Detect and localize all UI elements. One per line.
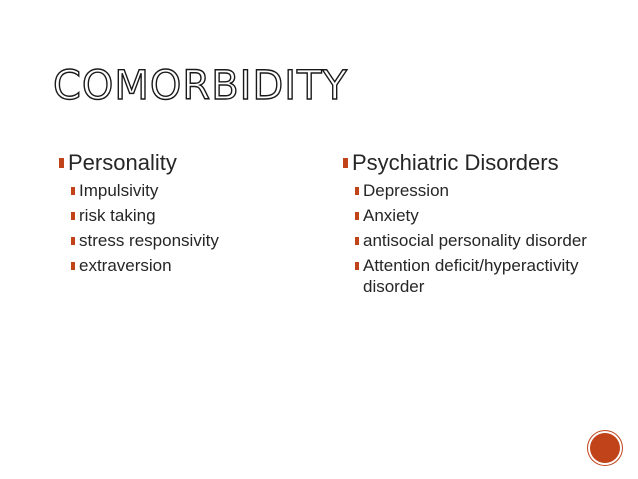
left-column-heading-item — [59, 150, 319, 176]
list-item — [355, 230, 593, 251]
bullet-icon — [355, 262, 359, 270]
bullet-icon — [71, 262, 75, 270]
list-item-label: Impulsivity — [79, 181, 159, 200]
slide-title: COMORBIDITY — [53, 63, 348, 109]
bullet-icon — [355, 237, 359, 245]
left-column-list — [59, 180, 319, 276]
list-item — [71, 255, 319, 276]
list-item — [355, 205, 593, 226]
bullet-icon — [355, 212, 359, 220]
left-column — [59, 150, 319, 280]
list-item-label: Attention deficit/hyperactivity disorder — [363, 256, 579, 296]
slide-number-badge-icon — [590, 433, 620, 463]
left-column-heading: Personality — [68, 150, 177, 175]
right-column-heading: Psychiatric Disorders — [352, 150, 559, 175]
list-item — [355, 180, 593, 201]
bullet-icon — [71, 237, 75, 245]
bullet-icon — [59, 158, 64, 168]
bullet-icon — [71, 187, 75, 195]
list-item — [71, 205, 319, 226]
list-item — [71, 180, 319, 201]
list-item-label: Depression — [363, 181, 449, 200]
bullet-icon — [355, 187, 359, 195]
list-item-label: risk taking — [79, 206, 156, 225]
list-item-label: Anxiety — [363, 206, 419, 225]
bullet-icon — [343, 158, 348, 168]
bullet-icon — [71, 212, 75, 220]
list-item-label: stress responsivity — [79, 231, 219, 250]
list-item-label: antisocial personality disorder — [363, 231, 587, 250]
right-column-list — [343, 180, 593, 297]
list-item-label: extraversion — [79, 256, 172, 275]
right-column — [343, 150, 593, 301]
list-item — [355, 255, 593, 297]
right-column-heading-item — [343, 150, 593, 176]
list-item — [71, 230, 319, 251]
